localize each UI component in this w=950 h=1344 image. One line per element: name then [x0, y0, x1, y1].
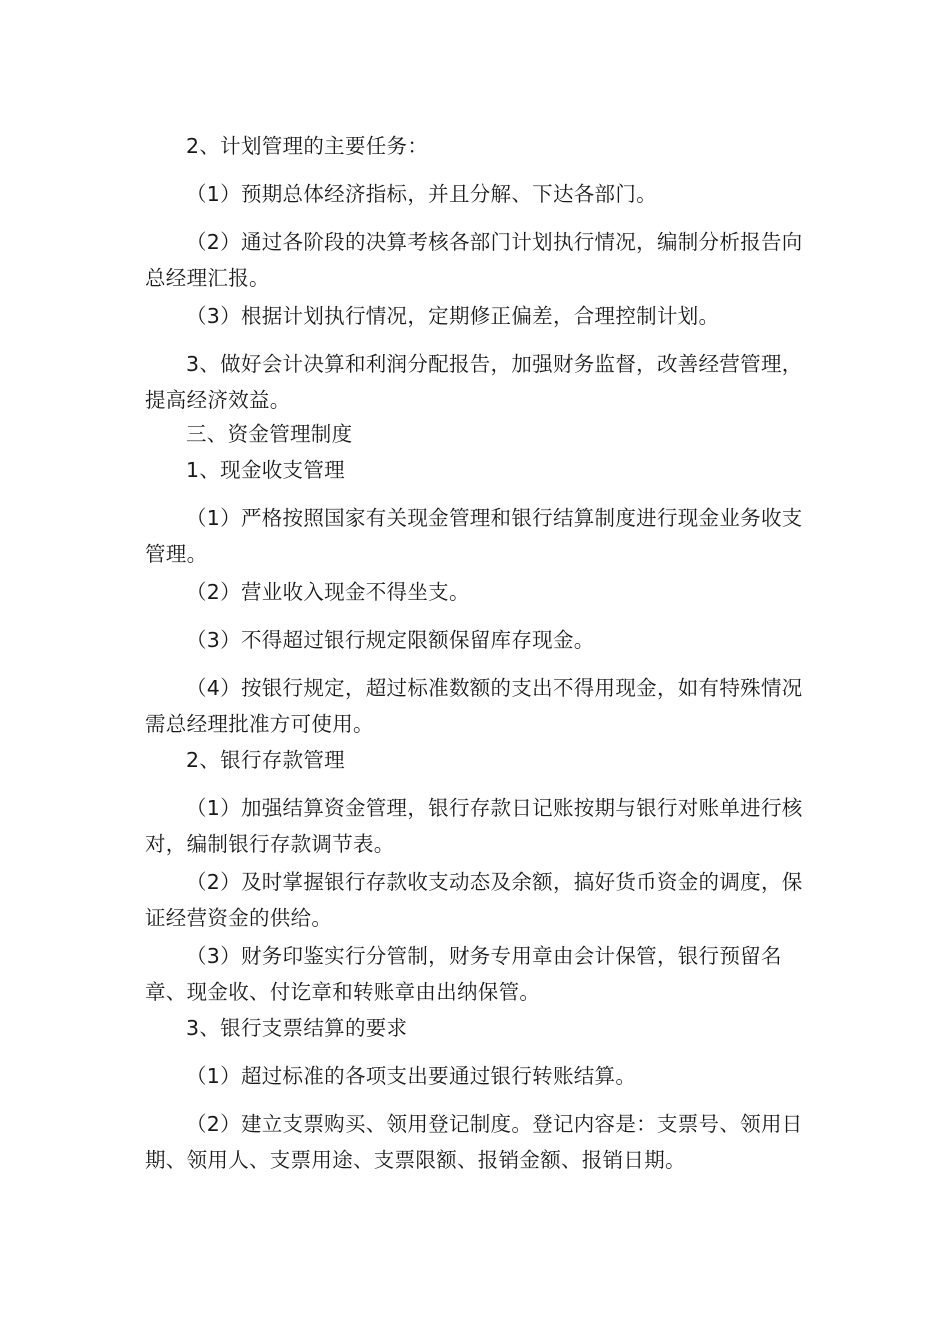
- section-heading-fund-management: 三、资金管理制度: [186, 422, 353, 446]
- paragraph-plan-tasks-heading: 2、计划管理的主要任务：: [186, 134, 429, 158]
- paragraph-cash-rule-4: （4）按银行规定，超过标准数额的支出不得用现金，如有特殊情况需总经理批准方可使用。: [145, 676, 803, 736]
- paragraph-deposit-rule-1: （1）加强结算资金管理，银行存款日记账按期与银行对账单进行核对，编制银行存款调节表。: [145, 796, 803, 856]
- paragraph-cheque-rule-2: （2）建立支票购买、领用登记制度。登记内容是：支票号、领用日期、领用人、支票用途、支票限额、报销金额、报销日期。: [145, 1112, 803, 1172]
- paragraph-cheque-rule-1: （1）超过标准的各项支出要通过银行转账结算。: [186, 1064, 637, 1088]
- paragraph-plan-task-2: （2）通过各阶段的决算考核各部门计划执行情况，编制分析报告向总经理汇报。: [145, 230, 803, 290]
- subheading-cheque-settlement: 3、银行支票结算的要求: [186, 1016, 408, 1040]
- subheading-bank-deposit-management: 2、银行存款管理: [186, 748, 345, 772]
- paragraph-plan-task-3: （3）根据计划执行情况，定期修正偏差，合理控制计划。: [186, 304, 720, 328]
- paragraph-cash-rule-2: （2）营业收入现金不得坐支。: [186, 580, 470, 604]
- subheading-cash-management: 1、现金收支管理: [186, 458, 345, 482]
- document-body: [145, 128, 817, 1178]
- paragraph-deposit-rule-3: （3）财务印鉴实行分管制，财务专用章由会计保管，银行预留名章、现金收、付讫章和转账章由出纳保管。: [145, 944, 782, 1004]
- paragraph-plan-task-1: （1）预期总体经济指标，并且分解、下达各部门。: [186, 182, 657, 206]
- paragraph-cash-rule-3: （3）不得超过银行规定限额保留库存现金。: [186, 628, 595, 652]
- paragraph-cash-rule-1: （1）严格按照国家有关现金管理和银行结算制度进行现金业务收支管理。: [145, 506, 803, 566]
- paragraph-deposit-rule-2: （2）及时掌握银行存款收支动态及余额，搞好货币资金的调度，保证经营资金的供给。: [145, 870, 803, 930]
- paragraph-accounting-report: 3、做好会计决算和利润分配报告，加强财务监督，改善经营管理，提高经济效益。: [145, 352, 803, 412]
